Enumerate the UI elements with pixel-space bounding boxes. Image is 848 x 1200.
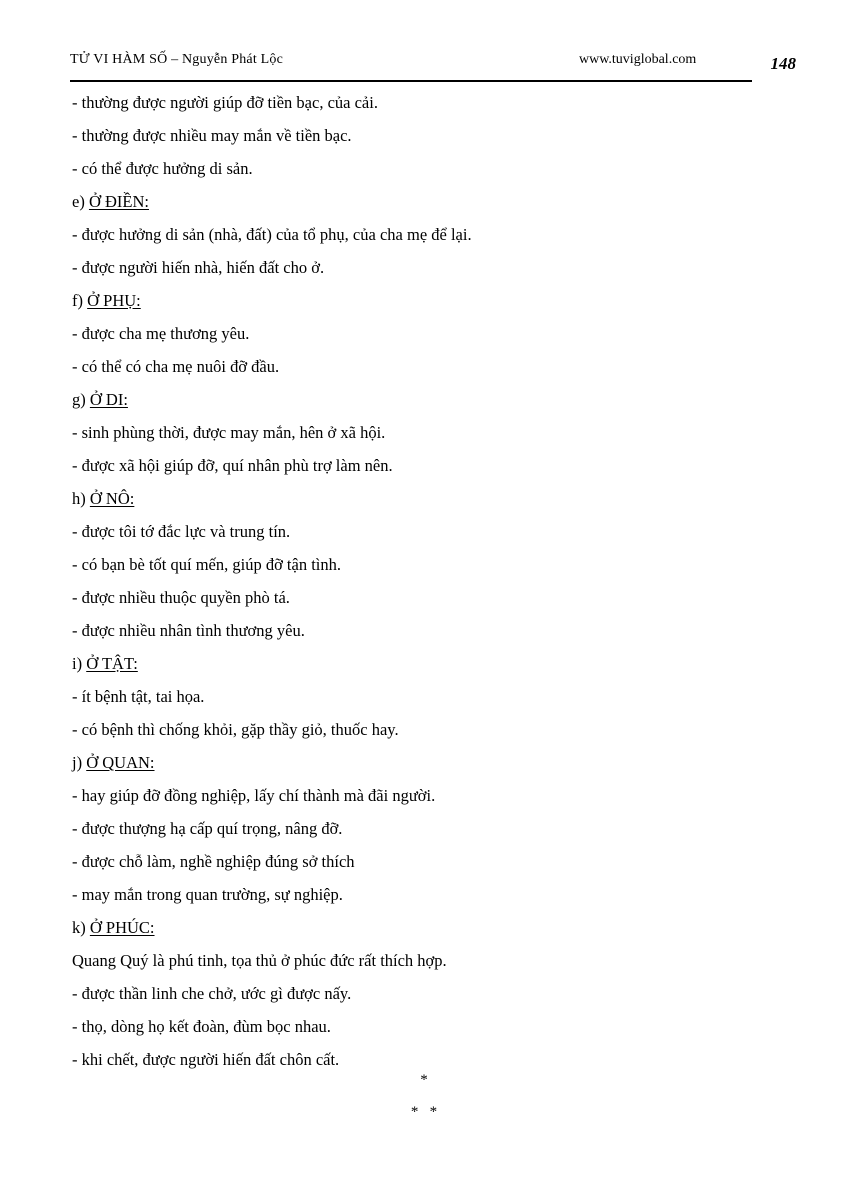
section-heading-quan [72,746,792,779]
section-prefix: k) [72,918,90,937]
section-heading-dien [72,185,792,218]
section-heading-phu [72,284,792,317]
section-title: Ở DI: [89,390,128,409]
text-line: - được người hiến nhà, hiến đất cho ở. [72,258,325,277]
section-heading-tat [72,647,792,680]
page-body [72,86,792,1076]
separator-star-bottom: * * [410,1104,438,1120]
text-line: - được thần linh che chở, ước gì được nấy. [72,984,352,1003]
book-title: TỬ VI HÀM SỐ – Nguyễn Phát Lộc [70,52,283,67]
section-title: Ở ĐIỀN: [88,192,149,211]
text-line: - hay giúp đỡ đồng nghiệp, lấy chí thành mà đãi người. [72,786,436,805]
section-prefix: e) [72,192,89,211]
text-line: - được cha mẹ thương yêu. [72,324,250,343]
text-line: - thọ, dòng họ kết đoàn, đùm bọc nhau. [72,1017,331,1036]
header-rule [70,80,752,82]
text-line: - có bệnh thì chống khỏi, gặp thầy giỏ, thuốc hay. [72,720,399,739]
section-title: Ở NÔ: [89,489,135,508]
text-line: - được nhiều thuộc quyền phò tá. [72,588,290,607]
text-line: - may mắn trong quan trường, sự nghiệp. [72,885,343,904]
text-line: - được nhiều nhân tình thương yêu. [72,621,305,640]
text-line: - được xã hội giúp đỡ, quí nhân phù trợ làm nên. [72,456,393,475]
section-title: Ở QUAN: [86,753,155,772]
section-prefix: i) [72,654,87,673]
text-line: - có thể có cha mẹ nuôi đỡ đầu. [72,357,280,376]
text-line: - thường được người giúp đỡ tiền bạc, của cải. [72,93,378,112]
section-heading-no [72,482,792,515]
section-title: Ở PHỤ: [87,291,141,310]
separator-star-top: * [420,1072,428,1088]
section-heading-di [72,383,792,416]
section-prefix: j) [72,753,87,772]
text-line: Quang Quý là phú tinh, tọa thủ ở phúc đức rất thích hợp. [72,951,447,970]
section-heading-phuc [72,911,792,944]
section-title: Ở TẬT: [86,654,138,673]
section-prefix: f) [72,291,88,310]
section-prefix: h) [72,489,90,508]
section-prefix: g) [72,390,90,409]
text-line: - ít bệnh tật, tai họa. [72,687,205,706]
text-line: - thường được nhiều may mắn về tiền bạc. [72,126,352,145]
text-line: - có thể được hưởng di sản. [72,159,253,178]
text-line: - khi chết, được người hiến đất chôn cất. [72,1050,340,1069]
text-line: - được tôi tớ đắc lực và trung tín. [72,522,291,541]
text-line: - có bạn bè tốt quí mến, giúp đỡ tận tình. [72,555,342,574]
text-line: - sinh phùng thời, được may mắn, hên ở xã hội. [72,423,386,442]
section-title: Ở PHÚC: [89,918,155,937]
text-line: - được thượng hạ cấp quí trọng, nâng đỡ. [72,819,343,838]
page-header [70,40,796,82]
page-number: 148 [770,54,796,73]
text-line: - được hưởng di sản (nhà, đất) của tổ phụ, của cha mẹ để lại. [72,225,472,244]
text-line: - được chỗ làm, nghề nghiệp đúng sở thích [72,852,355,871]
website-url: www.tuviglobal.com [579,52,697,67]
